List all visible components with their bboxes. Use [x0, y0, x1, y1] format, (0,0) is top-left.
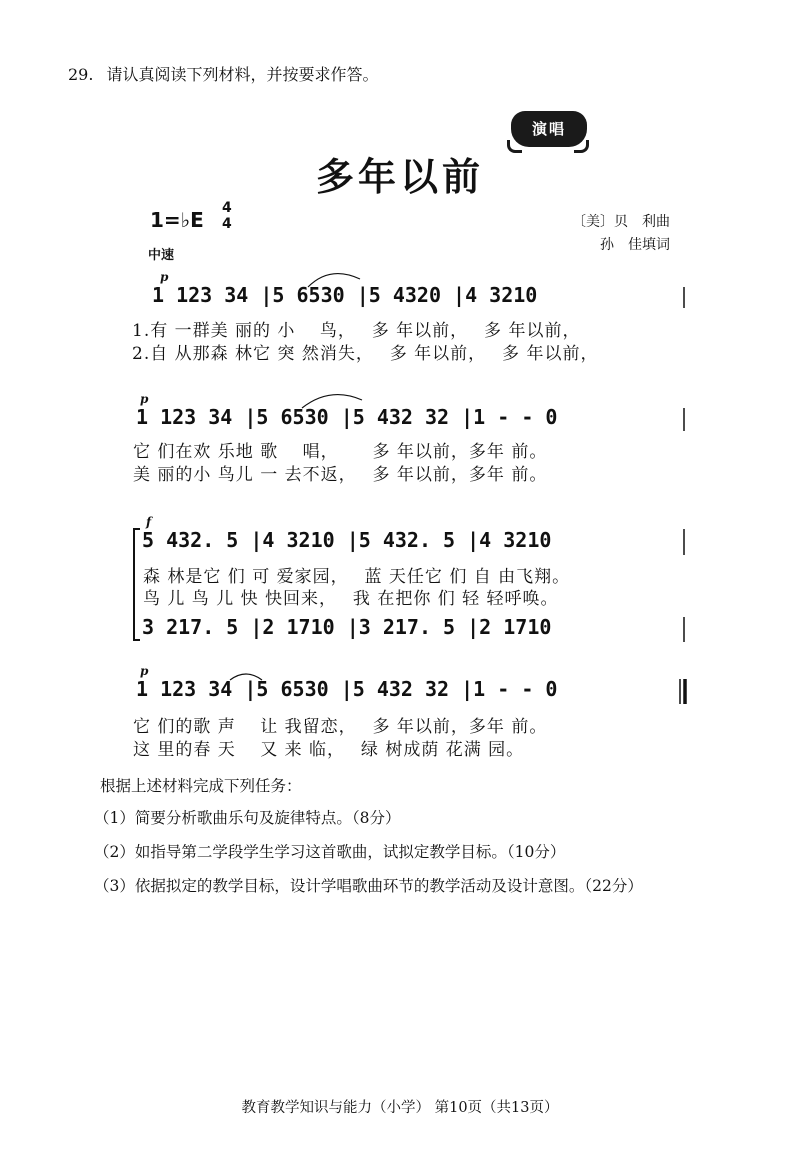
notation-lower-line: 3 217. 5 |2 1710 |3 217. 5 |2 1710	[142, 615, 552, 639]
lyric-line: 森 林是它 们 可 爱家园， 蓝 天任它 们 自 由飞翔。	[143, 567, 571, 587]
notation-line: 5 432. 5 |4 3210 |5 432. 5 |4 3210	[142, 528, 552, 552]
dynamic-mark: p	[160, 270, 169, 284]
dynamic-mark: f	[146, 515, 152, 529]
question-instruction: 请认真阅读下列材料，并按要求作答。	[106, 65, 379, 84]
lyric-line: 1.有 一群美 丽的 小 鸟， 多 年以前， 多 年以前，	[132, 321, 581, 341]
singing-badge: 演唱	[511, 111, 587, 147]
time-top: 4	[222, 200, 232, 216]
lyric-line: 美 丽的小 鸟儿 一 去不返， 多 年以前，多年 前。	[133, 465, 548, 485]
tempo-marking: 中速	[148, 248, 175, 263]
page-footer: 教育教学知识与能力（小学） 第10页（共13页）	[241, 1100, 559, 1116]
task-item: （1）简要分析歌曲乐句及旋律特点。（8分）	[94, 809, 401, 827]
task-item: （3）依据拟定的教学目标，设计学唱歌曲环节的教学活动及设计意图。（22分）	[94, 877, 643, 895]
task-item: （2）如指导第二学段学生学习这首歌曲，试拟定教学目标。（10分）	[94, 843, 566, 861]
lyric-line: 它 们的歌 声 让 我留恋， 多 年以前，多年 前。	[133, 717, 548, 737]
lyric-line: 2.自 从那森 林它 突 然消失， 多 年以前， 多 年以前，	[132, 344, 599, 364]
question-number: 29.	[68, 65, 94, 84]
tasks-lead: 根据上述材料完成下列任务：	[100, 777, 302, 795]
lyric-line: 这 里的春 天 又 来 临， 绿 树成荫 花满 园。	[133, 740, 525, 760]
notation-line: 1 123 34 |5 6530 |5 432 32 |1 - - 0	[136, 405, 558, 429]
lyric-line: 它 们在欢 乐地 歌 唱， 多 年以前，多年 前。	[133, 442, 548, 462]
dynamic-mark: p	[140, 664, 149, 678]
dynamic-mark: p	[140, 392, 149, 406]
key-signature: 1=♭E	[150, 208, 204, 232]
composer-credit: 〔美〕贝 利曲	[572, 214, 670, 230]
lyric-line: 鸟 儿 鸟 儿 快 快回来， 我 在把你 们 轻 轻呼唤。	[143, 589, 559, 609]
notation-line: 1 123 34 |5 6530 |5 4320 |4 3210	[152, 283, 538, 307]
time-bottom: 4	[222, 216, 232, 232]
brace	[134, 529, 140, 640]
notation-line: 1 123 34 |5 6530 |5 432 32 |1 - - 0	[136, 677, 558, 701]
song-title: 多年以前	[315, 155, 484, 199]
lyricist-credit: 孙 佳填词	[600, 237, 670, 253]
